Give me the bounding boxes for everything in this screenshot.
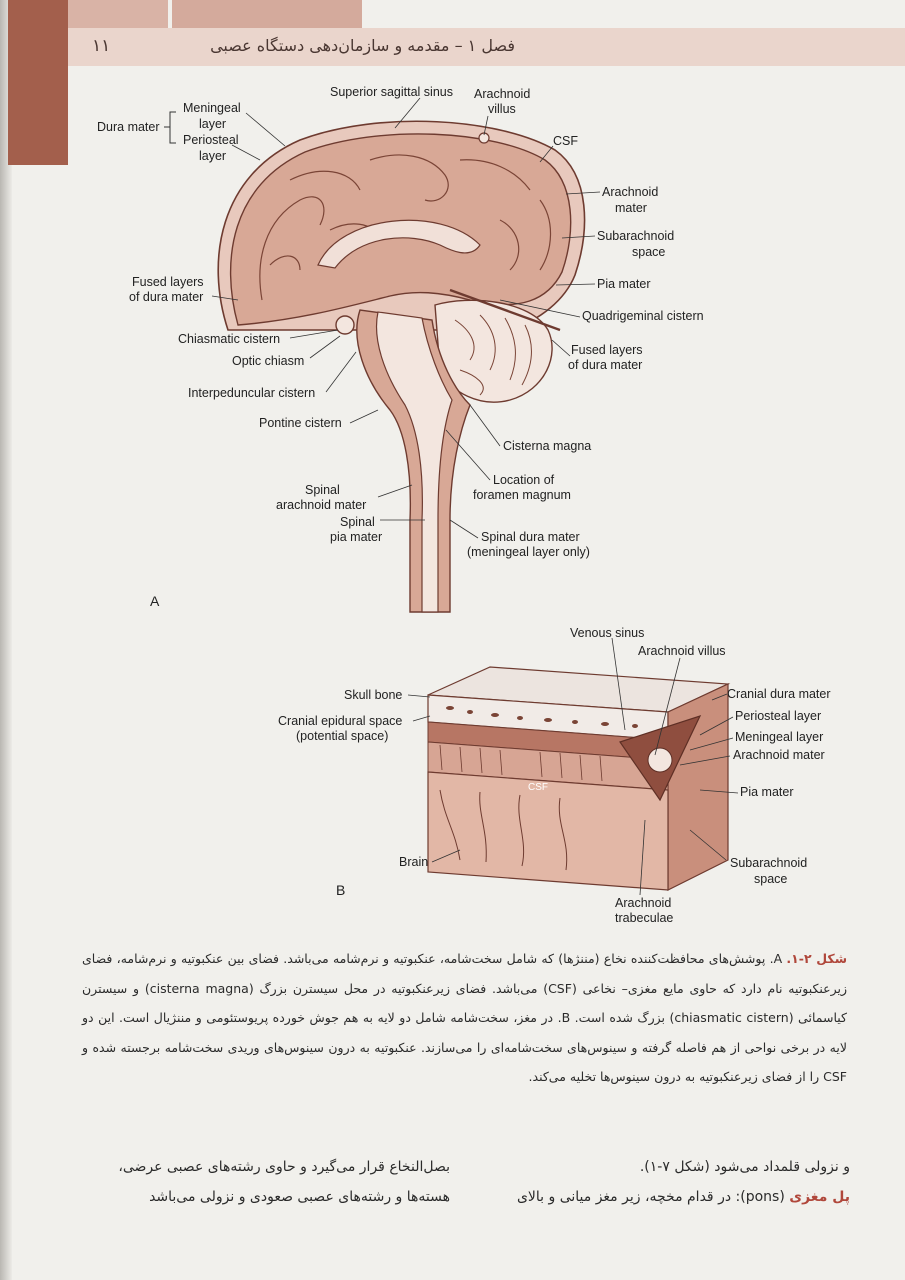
panel-label-a: A bbox=[150, 593, 160, 609]
label-optic-chiasm: Optic chiasm bbox=[232, 354, 305, 368]
label-foramen-magnum-2: foramen magnum bbox=[473, 488, 571, 502]
label-b-periosteal-layer: Periosteal layer bbox=[735, 709, 822, 723]
label-b-trabeculae-1: Arachnoid bbox=[615, 896, 672, 910]
label-b-trabeculae-2: trabeculae bbox=[615, 911, 674, 925]
body-right-line-2-text: (pons): در قدام مخچه، زیر مغز میانی و بالای bbox=[516, 1189, 790, 1205]
body-left-line-2: هسته‌ها و رشته‌های عصبی صعودی و نزولی می‌باشد bbox=[149, 1189, 450, 1205]
page-number: ۱۱ bbox=[92, 36, 111, 56]
label-fused-layers-left-2: of dura mater bbox=[129, 290, 204, 304]
label-spinal-pia-2: pia mater bbox=[330, 530, 383, 544]
label-b-arachnoid-villus: Arachnoid villus bbox=[638, 644, 726, 658]
label-b-pia-mater: Pia mater bbox=[740, 785, 794, 799]
label-b-skull-bone: Skull bone bbox=[344, 688, 403, 702]
figure-b-illustration bbox=[408, 638, 738, 895]
label-b-csf: CSF bbox=[528, 782, 548, 793]
label-b-cranial-epidural-2: (potential space) bbox=[296, 729, 389, 743]
body-column-right bbox=[480, 1152, 850, 1212]
label-superior-sagittal-sinus: Superior sagittal sinus bbox=[330, 85, 453, 99]
label-foramen-magnum-1: Location of bbox=[493, 473, 555, 487]
label-cisterna-magna: Cisterna magna bbox=[503, 439, 592, 453]
label-spinal-arachnoid-2: arachnoid mater bbox=[276, 498, 367, 512]
body-left-line-1: بصل‌النخاع قرار می‌گیرد و حاوی رشته‌های عصبی عرضی، bbox=[118, 1159, 450, 1175]
label-b-arachnoid-mater: Arachnoid mater bbox=[733, 748, 825, 762]
label-spinal-pia-1: Spinal bbox=[340, 515, 375, 529]
caption-text: A. پوشش‌های محافظت‌کننده نخاع (مننژها) که شامل سخت‌شامه، عنکبوتیه و نرم‌شامه می‌باشد. فضای بین عنکبوتیه و نرم‌شامه، فضای زیرعنکبوتیه نام دارد که حاوی مایع مغزی– نخاعی (CSF) می‌باشد. فضای زیرعنکبوتیه در محل سیسترن بزرگ (cisterna magna) و سیسترن کیاسمائی (chiasmatic cistern) بزرگ شده است. B. در مغز، سخت‌شامه شامل دو لایه به هم جوش خورده پریوستئومی و مننژیال است. این دو لایه در برخی نواحی از هم فاصله گرفته و سینوس‌های سخت‌شامه‌ای را می‌سازند. عنکبوتیه به درون سینوس‌های وریدی سخت‌شامه برجسته شده و CSF را از فضای زیرعنکبوتیه به درون سینوس‌ها تخلیه می‌کند. bbox=[82, 951, 848, 1084]
term-pons: پل مغزی bbox=[789, 1189, 850, 1205]
label-subarachnoid-space-1: Subarachnoid bbox=[597, 229, 675, 243]
label-quadrigeminal-cistern: Quadrigeminal cistern bbox=[582, 309, 704, 323]
label-interpeduncular-cistern: Interpeduncular cistern bbox=[188, 386, 316, 400]
label-b-cranial-epidural-1: Cranial epidural space bbox=[278, 714, 403, 728]
label-b-meningeal-layer: Meningeal layer bbox=[735, 730, 824, 744]
label-b-venous-sinus: Venous sinus bbox=[570, 626, 645, 640]
label-arachnoid-mater-2: mater bbox=[615, 201, 647, 215]
label-b-cranial-dura-mater: Cranial dura mater bbox=[727, 687, 831, 701]
label-chiasmatic-cistern: Chiasmatic cistern bbox=[178, 332, 281, 346]
label-b-subarachnoid-2: space bbox=[754, 872, 788, 886]
label-periosteal-layer-2: layer bbox=[199, 149, 227, 163]
running-header-title: فصل ۱ – مقدمه و سازمان‌دهی دستگاه عصبی bbox=[210, 36, 515, 55]
panel-label-b: B bbox=[336, 882, 346, 898]
figure-caption bbox=[82, 944, 847, 1092]
label-csf: CSF bbox=[553, 134, 578, 148]
label-dura-mater: Dura mater bbox=[97, 120, 160, 134]
caption-figure-number: شکل ۲-۱. bbox=[786, 951, 847, 966]
label-subarachnoid-space-2: space bbox=[632, 245, 666, 259]
label-b-subarachnoid-1: Subarachnoid bbox=[730, 856, 808, 870]
label-arachnoid-mater-1: Arachnoid bbox=[602, 185, 659, 199]
label-pia-mater: Pia mater bbox=[597, 277, 651, 291]
label-periosteal-layer-1: Periosteal bbox=[183, 133, 239, 147]
label-meningeal-layer-1: Meningeal bbox=[183, 101, 241, 115]
body-right-line-1: و نزولی قلمداد می‌شود (شکل ۷-۱). bbox=[639, 1159, 850, 1175]
label-pontine-cistern: Pontine cistern bbox=[259, 416, 342, 430]
label-fused-layers-left-1: Fused layers bbox=[132, 275, 204, 289]
label-spinal-dura-2: (meningeal layer only) bbox=[467, 545, 590, 559]
body-column-left bbox=[80, 1152, 450, 1212]
label-fused-layers-right-2: of dura mater bbox=[568, 358, 643, 372]
label-fused-layers-right-1: Fused layers bbox=[571, 343, 643, 357]
label-spinal-dura-1: Spinal dura mater bbox=[481, 530, 580, 544]
label-arachnoid-villus-2: villus bbox=[488, 102, 516, 116]
body-right-line-2 bbox=[480, 1182, 850, 1212]
label-b-brain: Brain bbox=[399, 855, 429, 869]
label-spinal-arachnoid-1: Spinal bbox=[305, 483, 340, 497]
label-arachnoid-villus-1: Arachnoid bbox=[474, 87, 531, 101]
label-meningeal-layer-2: layer bbox=[199, 117, 227, 131]
